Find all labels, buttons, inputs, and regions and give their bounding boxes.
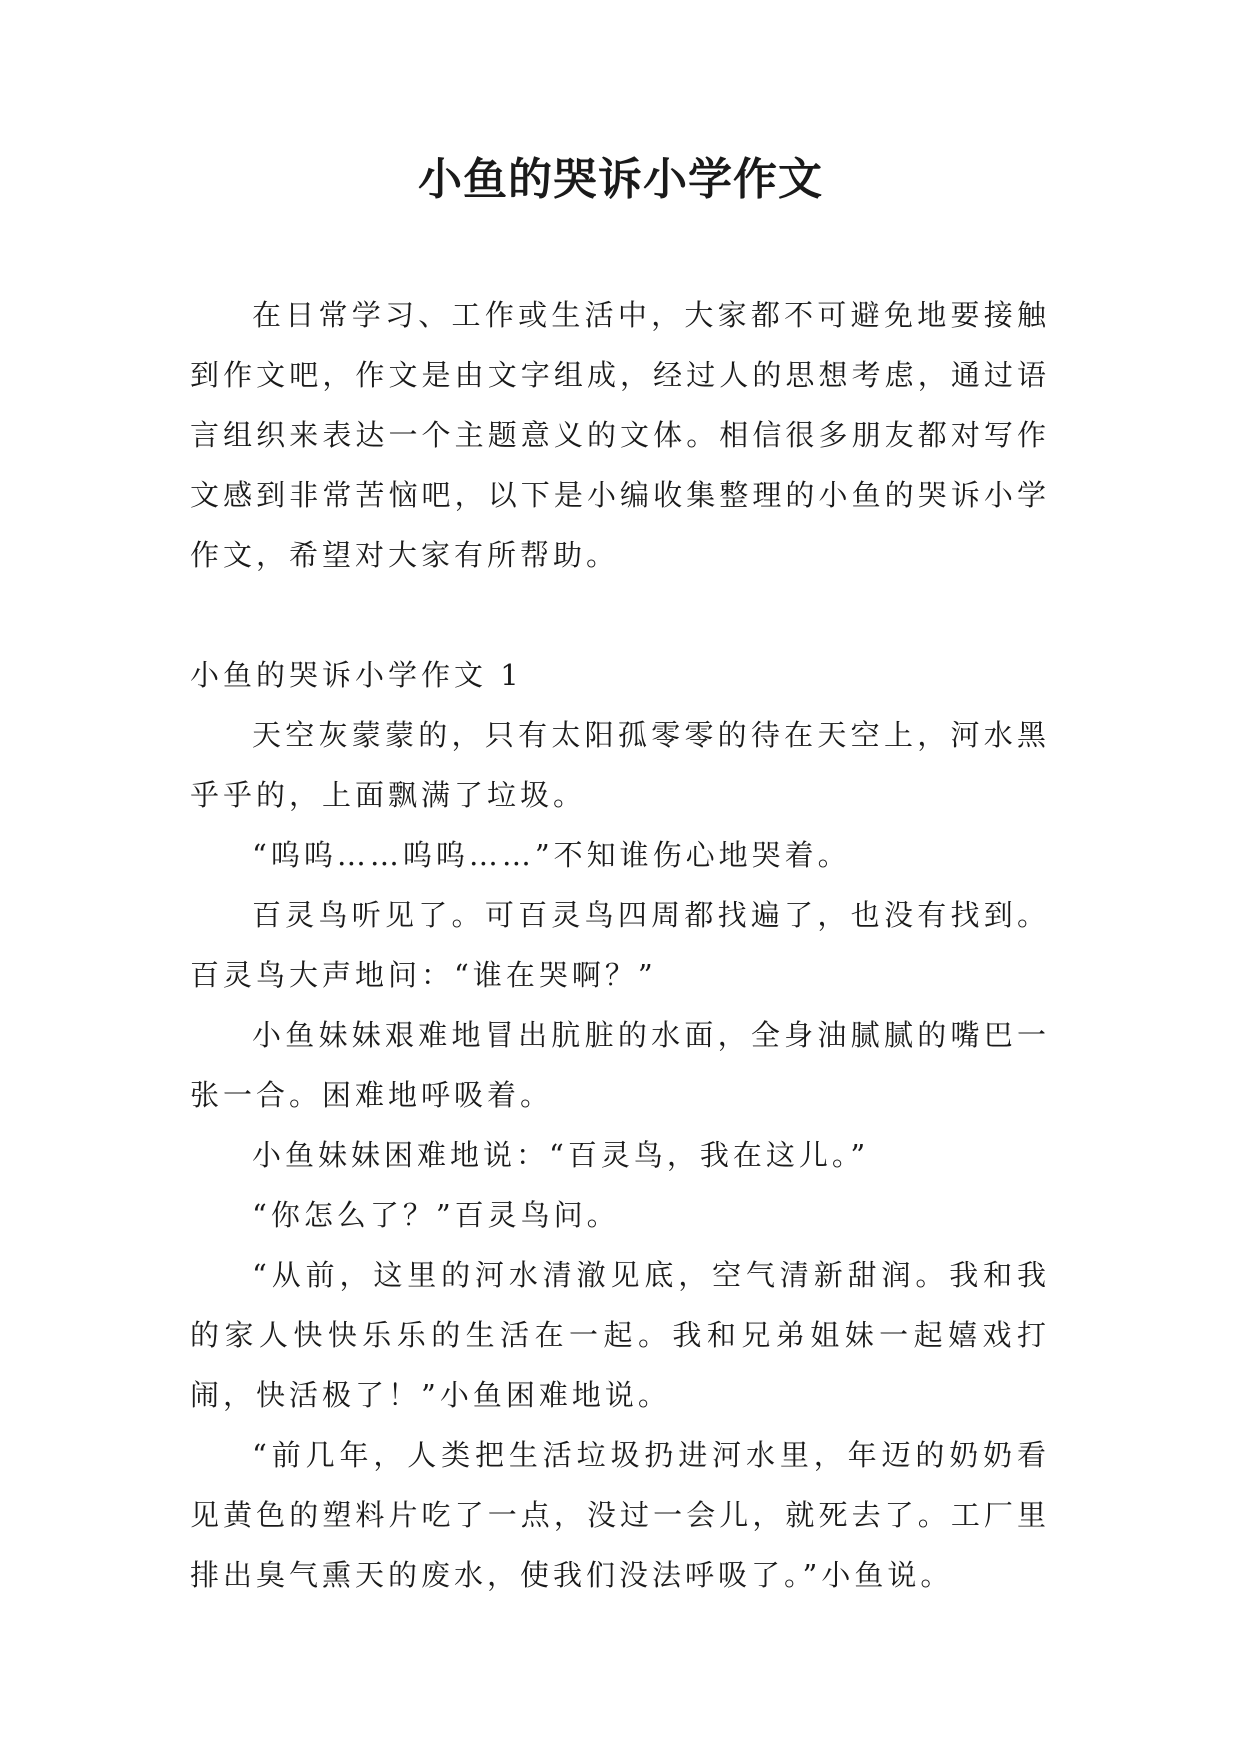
intro-paragraph: 在日常学习、工作或生活中，大家都不可避免地要接触到作文吧，作文是由文字组成，经过人的思想考虑，通过语言组织来表达一个主题意义的文体。相信很多朋友都对写作文感到非常苦恼吧，以下是小编收集整理的小鱼的哭诉小学作文，希望对大家有所帮助。: [190, 298, 1050, 572]
story-paragraph: 小鱼妹妹艰难地冒出肮脏的水面，全身油腻腻的嘴巴一张一合。困难地呼吸着。: [190, 1018, 1050, 1112]
section-heading: 小鱼的哭诉小学作文 1: [190, 658, 523, 692]
story-paragraph: 小鱼妹妹困难地说：“百灵鸟，我在这儿。”: [252, 1138, 870, 1172]
story-paragraph: “你怎么了？”百灵鸟问。: [252, 1198, 620, 1232]
story-paragraph: 百灵鸟听见了。可百灵鸟四周都找遍了，也没有找到。百灵鸟大声地问：“谁在哭啊？”: [190, 898, 1050, 992]
story-paragraph: “前几年，人类把生活垃圾扔进河水里，年迈的奶奶看见黄色的塑料片吃了一点，没过一会儿，就死去了。工厂里排出臭气熏天的废水，使我们没法呼吸了。”小鱼说。: [190, 1438, 1050, 1592]
document-title: 小鱼的哭诉小学作文: [418, 154, 823, 205]
document-body: [190, 285, 1050, 1605]
story-paragraph: “呜呜……呜呜……”不知谁伤心地哭着。: [252, 838, 851, 872]
story-paragraph: 天空灰蒙蒙的，只有太阳孤零零的待在天空上，河水黑乎乎的，上面飘满了垃圾。: [190, 718, 1050, 812]
story-paragraph: “从前，这里的河水清澈见底，空气清新甜润。我和我的家人快快乐乐的生活在一起。我和兄弟姐妹一起嬉戏打闹，快活极了！”小鱼困难地说。: [190, 1258, 1050, 1412]
